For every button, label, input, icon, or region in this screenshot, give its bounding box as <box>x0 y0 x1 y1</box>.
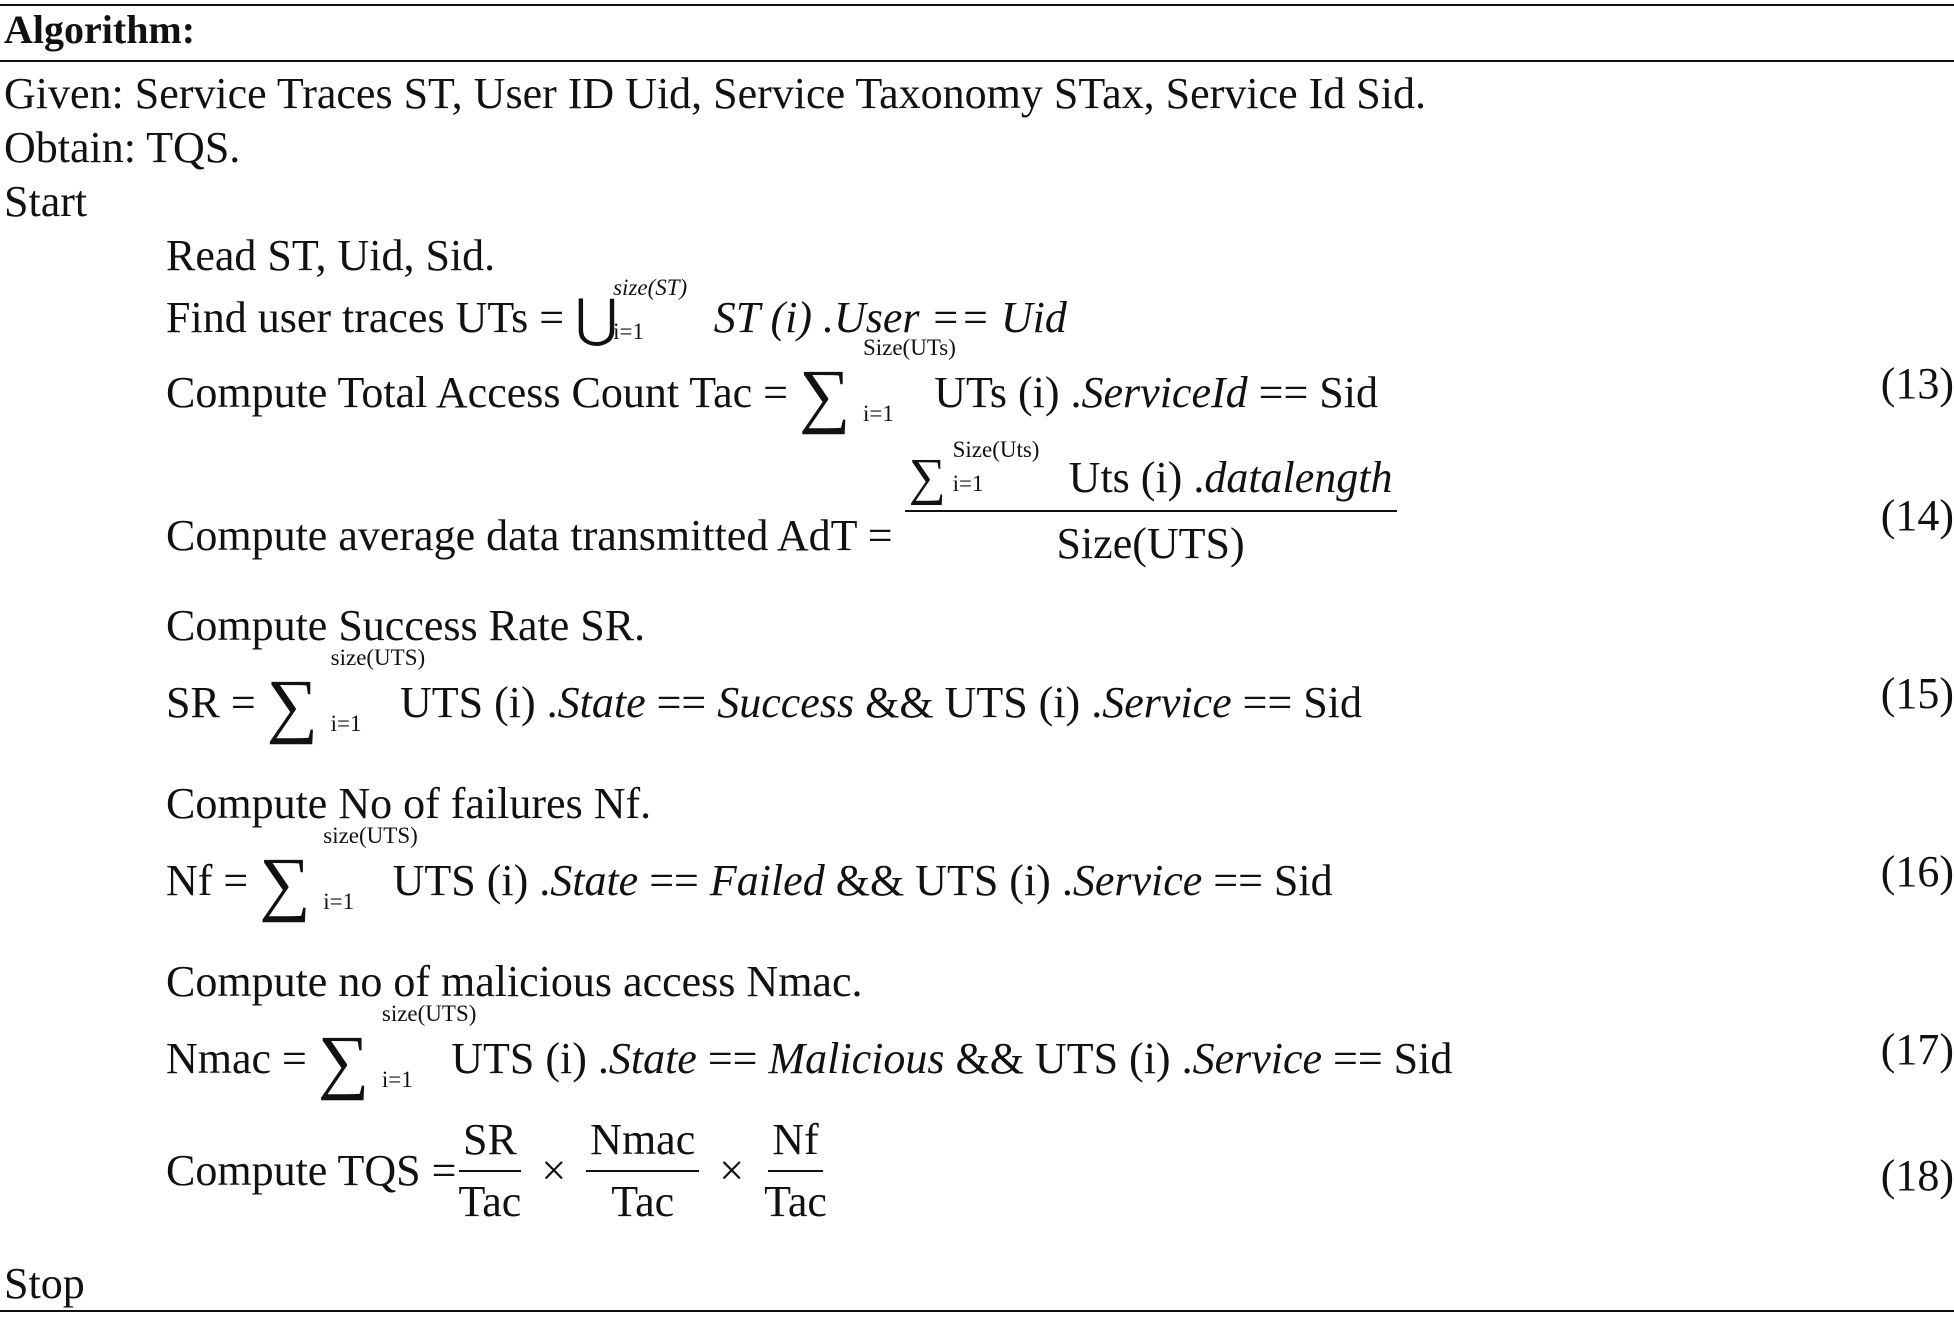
fraction-sr-tac <box>458 1115 522 1226</box>
sum-operator: ∑ Size(UTs) i=1 <box>798 335 956 435</box>
start-line: Start <box>4 177 88 226</box>
eq15-term-5: && UTS (i) . <box>854 678 1103 727</box>
nf-label: Compute No of failures Nf. <box>166 779 652 828</box>
sum-upper-limit: size(UTS) <box>381 1001 477 1026</box>
nmac-label: Compute no of malicious access Nmac. <box>166 957 863 1006</box>
eq17-line <box>166 1001 1453 1101</box>
eq13-term-2: ServiceId <box>1081 368 1248 417</box>
fraction-numerator: SR <box>459 1118 521 1172</box>
sum-operator: ∑ Size(Uts) i=1 <box>908 437 1040 506</box>
eq15-term-7: == Sid <box>1231 678 1362 727</box>
times-operator: × <box>719 1146 745 1195</box>
eq16-prefix: Nf = <box>166 856 260 905</box>
eq13-line <box>166 335 1378 435</box>
sum-lower-limit: i=1 <box>330 711 362 736</box>
eq17-prefix: Nmac = <box>166 1034 318 1083</box>
eq16-term-5: && UTS (i) . <box>824 856 1073 905</box>
algorithm-heading: Algorithm: <box>4 7 196 52</box>
eq18-number: (18) <box>1880 1151 1954 1200</box>
fraction-numerator: Nf <box>768 1118 822 1172</box>
eq13-term-3: == Sid <box>1247 368 1378 417</box>
eq17-term-5: && UTS (i) . <box>944 1034 1193 1083</box>
times-operator: × <box>541 1146 567 1195</box>
fraction-nf-tac <box>764 1115 827 1226</box>
stop-line: Stop <box>4 1259 85 1308</box>
eq17-term-2: State <box>608 1034 697 1083</box>
eq14-prefix: Compute average data transmitted AdT = <box>166 511 893 560</box>
eq13-number: (13) <box>1880 359 1954 408</box>
sum-lower-limit: i=1 <box>381 1067 413 1092</box>
sum-operator: ∑ size(UTS) i=1 <box>266 645 426 745</box>
fraction-numerator: Nmac <box>586 1118 699 1172</box>
sum-upper-limit: size(UTS) <box>330 645 426 670</box>
eq15-prefix: SR = <box>166 678 267 727</box>
sum-lower-limit: i=1 <box>323 889 355 914</box>
heading-rule <box>0 60 1954 62</box>
eq15-term-2: State <box>557 678 646 727</box>
sum-upper-limit: Size(Uts) <box>952 437 1040 462</box>
find-prefix: Find user traces UTs = <box>166 293 576 342</box>
eq15-line <box>166 645 1362 745</box>
fraction-nmac-tac <box>586 1115 699 1226</box>
bottom-rule <box>0 1310 1954 1312</box>
eq16-term-3: == <box>638 856 710 905</box>
sr-label: Compute Success Rate SR. <box>166 601 646 650</box>
fraction-denominator: Tac <box>611 1177 675 1226</box>
sum-upper-limit: Size(UTs) <box>862 335 956 360</box>
find-body: ST (i) .User == Uid <box>713 293 1067 342</box>
eq17-term-1: UTS (i) . <box>451 1034 609 1083</box>
eq15-number: (15) <box>1880 669 1954 718</box>
eq13-term-1: UTs (i) . <box>934 368 1082 417</box>
fraction-denominator: Tac <box>458 1177 522 1226</box>
top-rule <box>0 4 1954 6</box>
eq15-term-6: Service <box>1102 678 1232 727</box>
eq14-term-1: Uts (i) . <box>1057 453 1205 502</box>
eq16-term-1: UTS (i) . <box>392 856 551 905</box>
eq17-term-6: Service <box>1192 1034 1323 1083</box>
fraction-denominator: Tac <box>764 1177 827 1226</box>
eq17-term-3: == <box>696 1034 769 1083</box>
sum-operator: ∑ size(UTS) i=1 <box>259 823 418 923</box>
eq18-prefix: Compute TQS = <box>166 1146 457 1195</box>
sum-upper-limit: size(UTS) <box>323 823 418 848</box>
eq15-term-1: UTS (i) . <box>399 678 558 727</box>
sum-lower-limit: i=1 <box>862 401 894 426</box>
eq17-term-7: == Sid <box>1322 1034 1453 1083</box>
eq16-term-6: Service <box>1072 856 1203 905</box>
sum-lower-limit: i=1 <box>952 471 984 496</box>
eq14-denominator: Size(UTS) <box>1056 519 1245 568</box>
union-lower-limit: i=1 <box>613 319 644 344</box>
given-line: Given: Service Traces ST, User ID Uid, Service Taxonomy STax, Service Id Sid. <box>4 69 1426 118</box>
eq16-term-4: Failed <box>709 856 825 905</box>
eq16-line <box>166 823 1333 923</box>
union-operator: ⋃ size(ST) i=1 <box>575 275 688 348</box>
eq14-fraction <box>905 437 1397 568</box>
read-line: Read ST, Uid, Sid. <box>166 231 496 280</box>
eq14-term-2: datalength <box>1204 453 1393 502</box>
eq17-term-4: Malicious <box>768 1034 945 1083</box>
eq14-number: (14) <box>1880 491 1954 540</box>
union-upper-limit: size(ST) <box>613 275 688 300</box>
eq15-term-3: == <box>645 678 718 727</box>
sum-operator: ∑ size(UTS) i=1 <box>317 1001 477 1101</box>
eq16-term-2: State <box>550 856 639 905</box>
eq16-term-7: == Sid <box>1202 856 1333 905</box>
eq14-line <box>166 437 1397 568</box>
eq15-term-4: Success <box>717 678 855 727</box>
eq17-number: (17) <box>1880 1025 1954 1074</box>
eq16-number: (16) <box>1880 847 1954 896</box>
eq18-line <box>166 1115 835 1226</box>
eq13-prefix: Compute Total Access Count Tac = <box>166 368 799 417</box>
obtain-line: Obtain: TQS. <box>4 123 241 172</box>
